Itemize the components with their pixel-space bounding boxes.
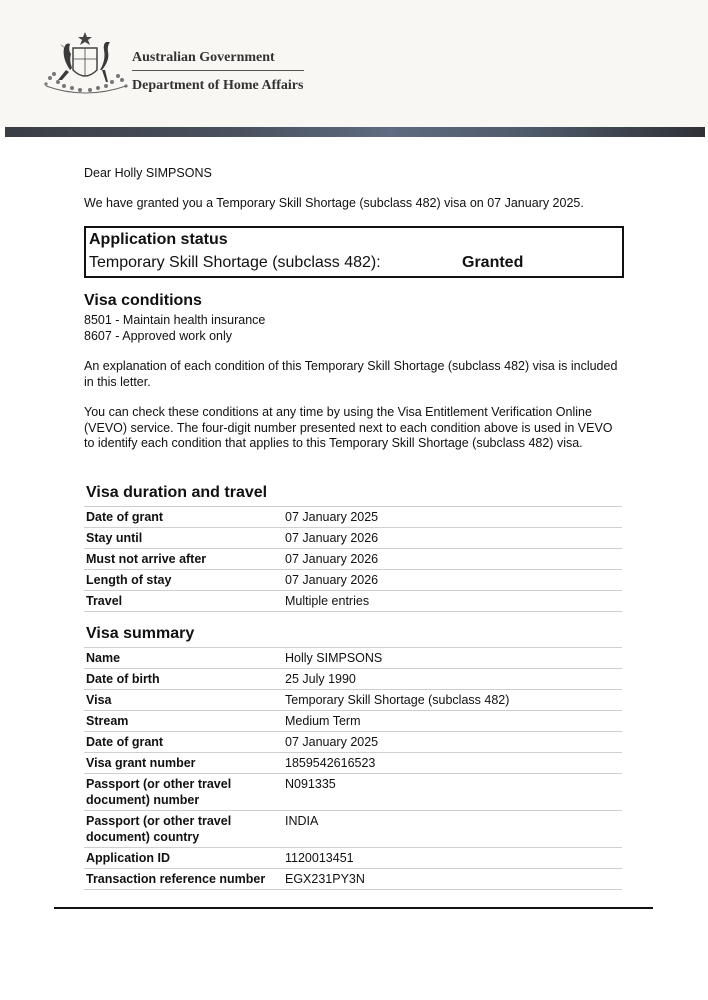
letterhead	[0, 0, 708, 127]
conditions-title: Visa conditions	[84, 292, 202, 309]
status-visa-label: Temporary Skill Shortage (subclass 482):	[89, 254, 381, 271]
row-value: 07 January 2025	[283, 507, 622, 528]
table-row	[84, 669, 622, 690]
summary-title: Visa summary	[86, 625, 195, 642]
row-label: Transaction reference number	[84, 869, 283, 890]
table-row	[84, 591, 622, 612]
row-value: INDIA	[283, 811, 622, 848]
government-name: Australian Government	[132, 50, 275, 65]
row-value: Temporary Skill Shortage (subclass 482)	[283, 690, 622, 711]
row-value: Medium Term	[283, 711, 622, 732]
letterhead-divider	[132, 70, 304, 71]
grant-statement: We have granted you a Temporary Skill Shortage (subclass 482) visa on 07 January 2025.	[84, 196, 584, 210]
table-row	[84, 774, 622, 811]
conditions-explanation: An explanation of each condition of this Temporary Skill Shortage (subclass 482) visa is included in this letter.	[84, 359, 618, 389]
table-row	[84, 648, 622, 669]
row-label: Travel	[84, 591, 283, 612]
row-value: 07 January 2026	[283, 528, 622, 549]
footer-divider	[54, 907, 653, 909]
header-band	[5, 127, 705, 137]
table-row	[84, 869, 622, 890]
row-label: Visa grant number	[84, 753, 283, 774]
table-row	[84, 848, 622, 869]
department-name: Department of Home Affairs	[132, 78, 304, 93]
table-row	[84, 753, 622, 774]
table-row	[84, 711, 622, 732]
table-row	[84, 570, 622, 591]
row-label: Visa	[84, 690, 283, 711]
table-row	[84, 690, 622, 711]
table-row	[84, 732, 622, 753]
status-title: Application status	[89, 231, 228, 248]
condition-item: 8607 - Approved work only	[84, 329, 233, 343]
row-value: 07 January 2025	[283, 732, 622, 753]
row-label: Passport (or other travel document) number	[84, 774, 283, 811]
row-value: N091335	[283, 774, 622, 811]
row-label: Date of birth	[84, 669, 283, 690]
summary-table	[84, 647, 622, 890]
row-label: Name	[84, 648, 283, 669]
row-label: Stream	[84, 711, 283, 732]
row-value: 1120013451	[283, 848, 622, 869]
row-value: 1859542616523	[283, 753, 622, 774]
row-value: 07 January 2026	[283, 570, 622, 591]
row-label: Date of grant	[84, 507, 283, 528]
duration-table	[84, 506, 622, 612]
row-label: Must not arrive after	[84, 549, 283, 570]
status-value: Granted	[462, 254, 524, 271]
row-label: Stay until	[84, 528, 283, 549]
row-label: Application ID	[84, 848, 283, 869]
salutation: Dear Holly SIMPSONS	[84, 166, 212, 180]
table-row	[84, 549, 622, 570]
table-row	[84, 528, 622, 549]
coat-of-arms-icon	[40, 30, 130, 96]
table-row	[84, 811, 622, 848]
row-value: EGX231PY3N	[283, 869, 622, 890]
table-row	[84, 507, 622, 528]
duration-title: Visa duration and travel	[86, 484, 268, 501]
row-label: Passport (or other travel document) country	[84, 811, 283, 848]
row-value: Multiple entries	[283, 591, 622, 612]
row-value: 07 January 2026	[283, 549, 622, 570]
conditions-list	[84, 312, 265, 344]
application-status-box	[84, 226, 624, 278]
condition-item: 8501 - Maintain health insurance	[84, 313, 266, 327]
row-label: Length of stay	[84, 570, 283, 591]
row-value: Holly SIMPSONS	[283, 648, 622, 669]
row-value: 25 July 1990	[283, 669, 622, 690]
vevo-explanation: You can check these conditions at any time by using the Visa Entitlement Verification Online (VEVO) service. The four-digit number presented next to each condition above is used in VEVO to identify each condition that applies to this Temporary Skill Shortage (subclass 482) visa.	[84, 405, 613, 450]
row-label: Date of grant	[84, 732, 283, 753]
